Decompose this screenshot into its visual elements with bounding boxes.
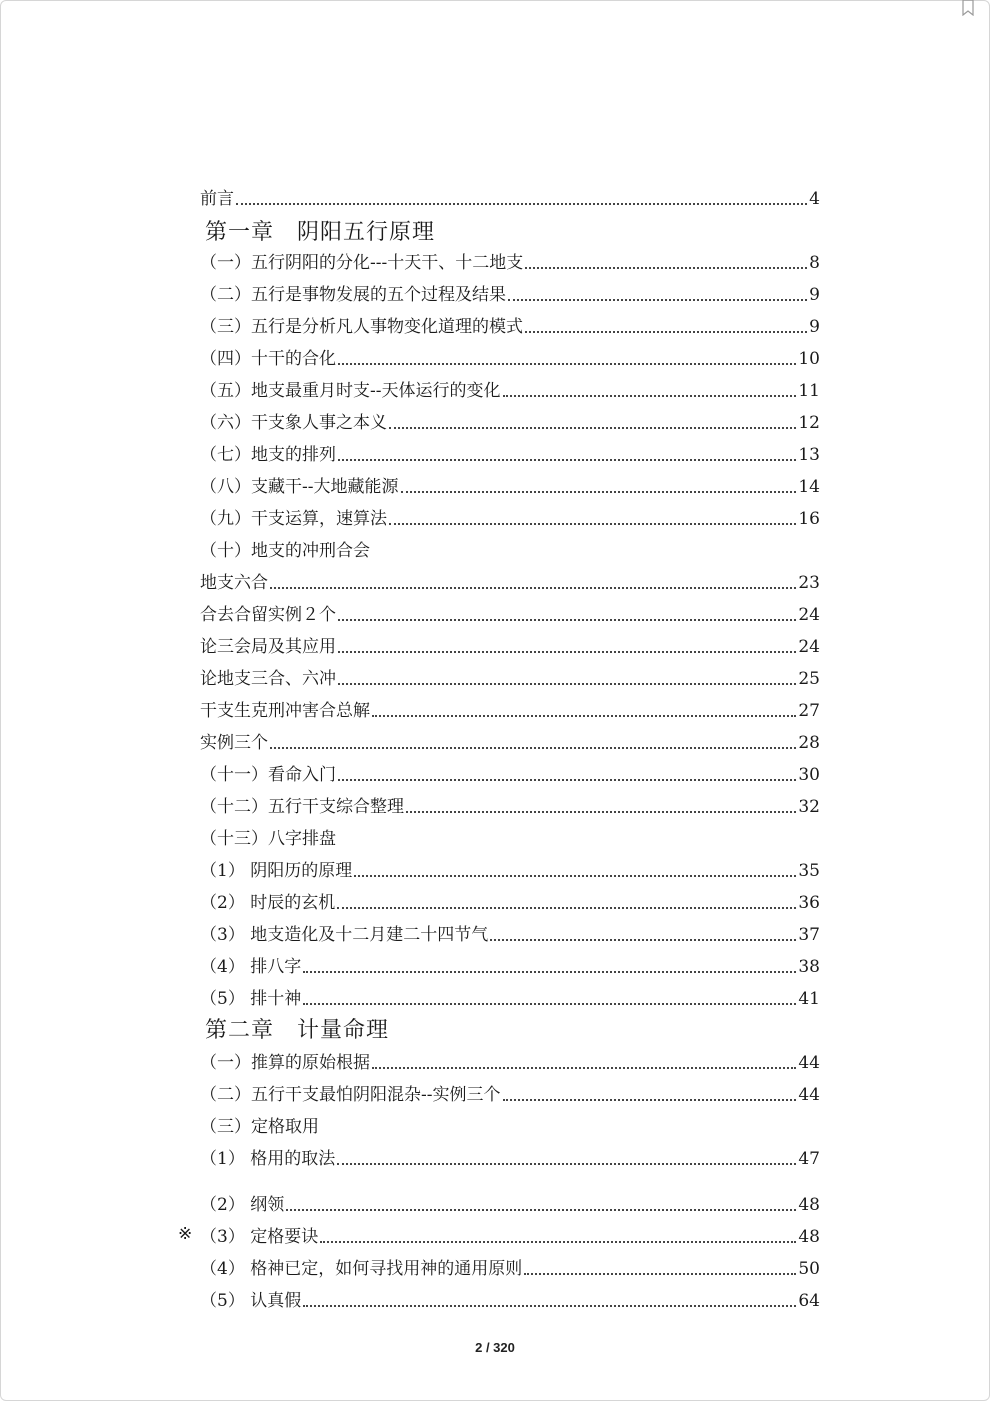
chapter-2-heading[interactable] [205, 1010, 825, 1042]
toc-section-heading[interactable] [200, 822, 820, 850]
toc-entry-page: 12 [798, 413, 820, 433]
leader-dots [270, 587, 796, 589]
toc-entry[interactable] [200, 246, 820, 274]
toc-entry[interactable] [200, 374, 820, 402]
leader-dots [338, 619, 796, 621]
toc-entry-title: （2） 纲领 [200, 1195, 285, 1215]
leader-dots [389, 427, 796, 429]
toc-entry-title: （4） 格神已定，如何寻找用神的通用原则 [200, 1259, 523, 1279]
toc-entry[interactable] [200, 630, 820, 658]
toc-entry-page: 48 [798, 1195, 820, 1215]
toc-entry[interactable] [200, 790, 820, 818]
toc-entry-title: （三）定格取用 [200, 1117, 319, 1137]
toc-entry[interactable] [200, 598, 820, 626]
toc-entry-title: （5） 排十神 [200, 989, 302, 1009]
toc-entry-title: （二）五行干支最怕阴阳混杂--实例三个 [200, 1085, 501, 1105]
toc-entry[interactable] [200, 438, 820, 466]
leader-dots [303, 971, 796, 973]
toc-entry[interactable] [200, 1078, 820, 1106]
leader-dots [337, 907, 796, 909]
toc-entry-title: 合去合留实例２个 [200, 605, 336, 625]
toc-entry[interactable] [200, 1142, 820, 1170]
toc-entry-page: 41 [798, 989, 820, 1009]
toc-entry-page: 47 [798, 1149, 820, 1169]
toc-entry-title: （3） 定格要诀 [200, 1227, 319, 1247]
toc-entry-page: 38 [798, 957, 820, 977]
toc-entry-page: 11 [798, 381, 820, 401]
toc-entry[interactable] [200, 566, 820, 594]
toc-entry-page: 50 [798, 1259, 820, 1279]
leader-dots [338, 651, 796, 653]
toc-entry-title: 论三会局及其应用 [200, 637, 336, 657]
toc-entry-page: 27 [798, 701, 820, 721]
toc-entry-title: （1） 阴阳历的原理 [200, 861, 353, 881]
toc-entry-page: 16 [798, 509, 820, 529]
toc-entry-title: （七）地支的排列 [200, 445, 336, 465]
toc-entry[interactable] [200, 758, 820, 786]
toc-entry-page: 8 [809, 253, 820, 273]
toc-entry-preface[interactable] [200, 182, 820, 210]
toc-entry[interactable] [200, 918, 820, 946]
toc-entry-page: 44 [798, 1085, 820, 1105]
leader-dots [401, 491, 797, 493]
leader-dots [338, 683, 796, 685]
leader-dots [525, 331, 807, 333]
toc-entry-page: 44 [798, 1053, 820, 1073]
chapter-title: 第一章 阴阳五行原理 [205, 220, 436, 245]
toc-entry[interactable] [200, 1188, 820, 1216]
bookmark-icon[interactable] [962, 0, 974, 16]
toc-entry-page: 23 [798, 573, 820, 593]
toc-entry[interactable] [200, 694, 820, 722]
toc-entry-page: 13 [798, 445, 820, 465]
toc-entry-title: 实例三个 [200, 733, 268, 753]
toc-entry-title: （4） 排八字 [200, 957, 302, 977]
toc-entry[interactable] [200, 662, 820, 690]
toc-section-heading[interactable] [200, 1110, 820, 1138]
leader-dots [406, 811, 796, 813]
leader-dots [354, 875, 796, 877]
toc-entry[interactable] [200, 886, 820, 914]
leader-dots [337, 1163, 796, 1165]
toc-entry[interactable] [200, 854, 820, 882]
toc-entry[interactable] [200, 1284, 820, 1312]
leader-dots [236, 203, 807, 205]
toc-entry[interactable] [200, 950, 820, 978]
leader-dots [525, 267, 807, 269]
leader-dots [338, 779, 796, 781]
leader-dots [286, 1209, 796, 1211]
chapter-1-heading[interactable] [205, 212, 825, 244]
leader-dots [270, 747, 796, 749]
toc-entry-title: 干支生克刑冲害合总解 [200, 701, 370, 721]
leader-dots [372, 715, 796, 717]
toc-entry-page: 25 [798, 669, 820, 689]
toc-entry-page: 14 [798, 477, 820, 497]
leader-dots [490, 939, 796, 941]
toc-entry[interactable] [200, 1220, 820, 1248]
toc-entry[interactable] [200, 1252, 820, 1280]
toc-entry-title: 地支六合 [200, 573, 268, 593]
leader-dots [524, 1273, 796, 1275]
toc-entry-title: （一）五行阴阳的分化---十天干、十二地支 [200, 253, 524, 273]
leader-dots [503, 1099, 797, 1101]
toc-entry-title: （六）干支象人事之本义 [200, 413, 387, 433]
toc-entry[interactable] [200, 406, 820, 434]
leader-dots [320, 1241, 796, 1243]
toc-section-heading[interactable] [200, 534, 820, 562]
toc-entry-page: 9 [809, 317, 820, 337]
toc-entry-page: 37 [798, 925, 820, 945]
toc-entry[interactable] [200, 982, 820, 1010]
leader-dots [303, 1003, 796, 1005]
leader-dots [503, 395, 797, 397]
toc-entry-page: 24 [798, 637, 820, 657]
toc-entry-title: （五）地支最重月时支--天体运行的变化 [200, 381, 501, 401]
toc-entry-page: 64 [798, 1291, 820, 1311]
toc-entry-title: （三）五行是分析凡人事物变化道理的模式 [200, 317, 523, 337]
toc-entry[interactable] [200, 502, 820, 530]
page-indicator: 2 / 320 [475, 1340, 515, 1355]
toc-entry[interactable] [200, 342, 820, 370]
toc-entry-page: 35 [798, 861, 820, 881]
toc-entry-title: （九）干支运算，速算法 [200, 509, 387, 529]
toc-entry-page: 4 [809, 189, 820, 209]
toc-entry-page: 28 [798, 733, 820, 753]
toc-entry-title: （四）十干的合化 [200, 349, 336, 369]
toc-entry-page: 36 [798, 893, 820, 913]
toc-entry-title: （十一）看命入门 [200, 765, 336, 785]
toc-entry-title: （2） 时辰的玄机 [200, 893, 336, 913]
reference-mark: ※ [178, 1224, 193, 1244]
toc-entry-page: 32 [798, 797, 820, 817]
toc-entry[interactable] [200, 470, 820, 498]
toc-entry-page: 24 [798, 605, 820, 625]
toc-entry-title: （十三）八字排盘 [200, 829, 336, 849]
toc-entry-title: （一）推算的原始根据 [200, 1053, 370, 1073]
toc-entry[interactable] [200, 310, 820, 338]
toc-entry-page: 10 [798, 349, 820, 369]
toc-entry-title: （5） 认真假 [200, 1291, 302, 1311]
toc-entry-page: 9 [809, 285, 820, 305]
chapter-title: 第二章 计量命理 [205, 1018, 390, 1043]
toc-entry-title: 论地支三合、六冲 [200, 669, 336, 689]
toc-entry-title: （十二）五行干支综合整理 [200, 797, 404, 817]
leader-dots [338, 363, 796, 365]
toc-entry-title: （二）五行是事物发展的五个过程及结果 [200, 285, 506, 305]
leader-dots [338, 459, 796, 461]
leader-dots [389, 523, 796, 525]
toc-entry-title: （十）地支的冲刑合会 [200, 541, 370, 561]
toc-entry-title: （八）支藏干--大地藏能源 [200, 477, 399, 497]
leader-dots [303, 1305, 796, 1307]
toc-entry[interactable] [200, 726, 820, 754]
leader-dots [508, 299, 807, 301]
toc-entry[interactable] [200, 1046, 820, 1074]
toc-entry-page: 48 [798, 1227, 820, 1247]
toc-entry-page: 30 [798, 765, 820, 785]
toc-entry[interactable] [200, 278, 820, 306]
leader-dots [372, 1067, 796, 1069]
toc-entry-title: （1） 格用的取法 [200, 1149, 336, 1169]
toc-entry-title: （3） 地支造化及十二月建二十四节气 [200, 925, 489, 945]
toc-entry-title: 前言 [200, 189, 234, 209]
